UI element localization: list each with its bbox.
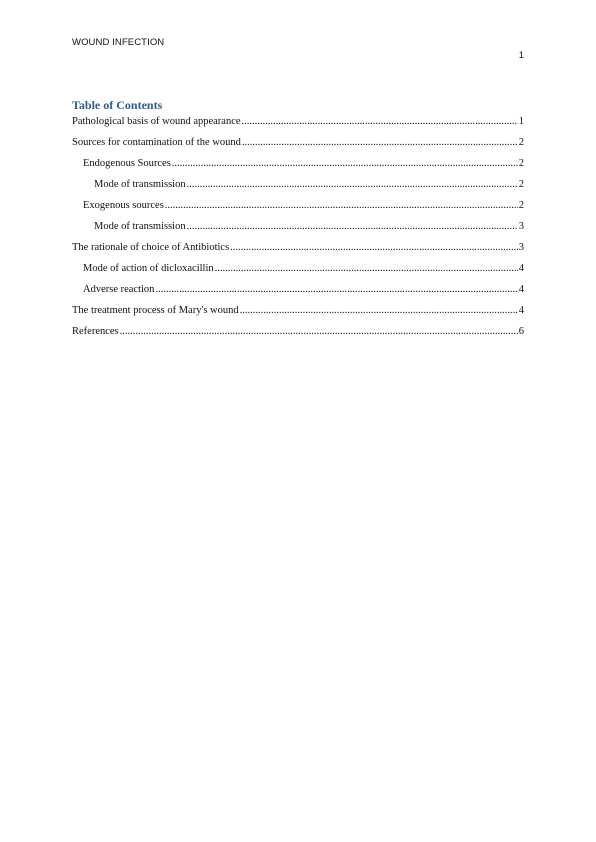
toc-entry-label: Mode of transmission	[94, 179, 186, 190]
toc-entry[interactable]	[72, 220, 524, 241]
toc-dot-leader	[230, 241, 518, 254]
toc-dot-leader	[240, 304, 518, 317]
toc-entry-page: 2	[518, 158, 524, 169]
toc-entry[interactable]	[72, 157, 524, 178]
page-number: 1	[518, 50, 524, 61]
toc-entry[interactable]	[72, 115, 524, 136]
toc-dot-leader	[172, 157, 518, 170]
toc-entry-label: Adverse reaction	[83, 284, 155, 295]
toc-entry-page: 4	[518, 305, 524, 316]
toc-entry-page: 3	[518, 221, 524, 232]
toc-entry-page: 1	[518, 116, 524, 127]
toc-list	[72, 115, 524, 346]
toc-entry-page: 4	[518, 263, 524, 274]
toc-dot-leader	[242, 115, 518, 128]
toc-entry-page: 4	[518, 284, 524, 295]
toc-entry[interactable]	[72, 199, 524, 220]
toc-entry-label: Pathological basis of wound appearance	[72, 116, 241, 127]
toc-entry[interactable]	[72, 325, 524, 346]
toc-entry-page: 2	[518, 179, 524, 190]
toc-entry-label: References	[72, 326, 119, 337]
toc-entry-label: Sources for contamination of the wound	[72, 137, 241, 148]
toc-dot-leader	[155, 283, 517, 296]
toc-entry-label: Mode of transmission	[94, 221, 186, 232]
toc-entry-page: 6	[518, 326, 524, 337]
toc-entry-page: 2	[518, 137, 524, 148]
toc-entry-label: Mode of action of dicloxacillin	[83, 263, 214, 274]
toc-dot-leader	[242, 136, 518, 149]
toc-dot-leader	[215, 262, 518, 275]
toc-entry-page: 2	[518, 200, 524, 211]
toc-entry[interactable]	[72, 304, 524, 325]
toc-entry-label: Endogenous Sources	[83, 158, 171, 169]
toc-entry[interactable]	[72, 178, 524, 199]
toc-entry[interactable]	[72, 136, 524, 157]
toc-dot-leader	[187, 178, 518, 191]
toc-dot-leader	[120, 325, 518, 338]
toc-entry[interactable]	[72, 262, 524, 283]
toc-entry-label: The rationale of choice of Antibiotics	[72, 242, 230, 253]
running-head: WOUND INFECTION	[72, 37, 165, 48]
toc-entry[interactable]	[72, 241, 524, 262]
toc-title: Table of Contents	[72, 98, 163, 112]
toc-entry-label: Exogenous sources	[83, 200, 164, 211]
toc-entry-label: The treatment process of Mary's wound	[72, 305, 239, 316]
toc-entry[interactable]	[72, 283, 524, 304]
toc-entry-page: 3	[518, 242, 524, 253]
toc-dot-leader	[165, 199, 518, 212]
toc-dot-leader	[187, 220, 518, 233]
